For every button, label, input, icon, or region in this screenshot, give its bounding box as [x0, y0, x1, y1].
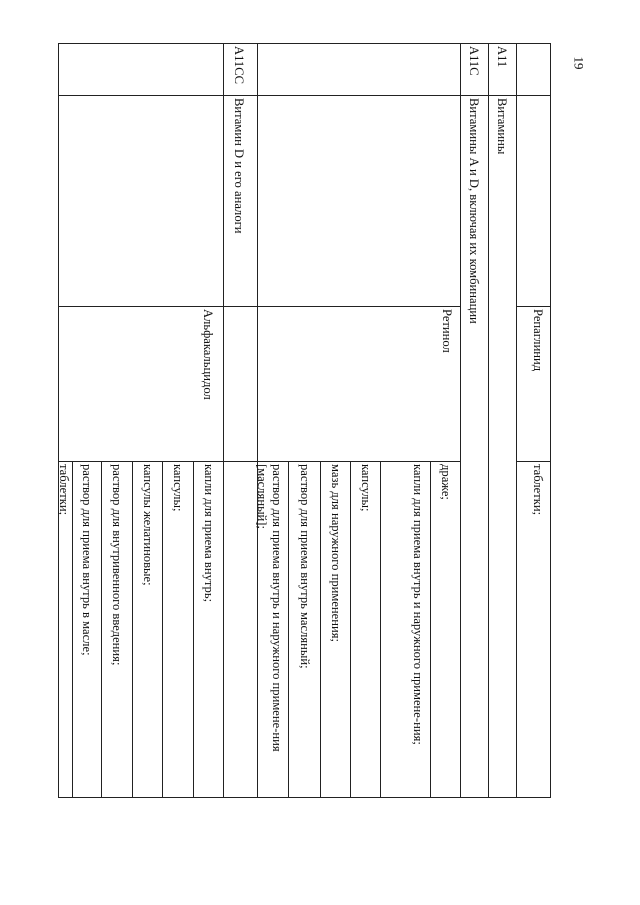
gridline: [460, 43, 461, 798]
form-cell: раствор для приема внутрь в масле;: [80, 464, 94, 656]
form-cell: капсулы;: [359, 464, 373, 512]
substance-cell: Альфакальцидол: [201, 309, 215, 400]
atc-code-cell: A11C: [467, 46, 481, 76]
gridline: [162, 461, 163, 798]
atc-code-cell: A11CC: [232, 46, 246, 85]
gridline: [320, 461, 321, 798]
form-cell: капли для приема внутрь и наружного примене-ния;: [411, 464, 425, 745]
form-cell: таблетки;: [57, 464, 71, 516]
gridline: [516, 43, 517, 798]
gridline: [430, 461, 431, 798]
form-cell: раствор для приема внутрь и наружного примене-ния [масляный];: [255, 464, 284, 752]
group-name-cell: Витамины A и D, включая их комбинации: [467, 98, 481, 324]
gridline: [350, 461, 351, 798]
form-cell: капсулы;: [171, 464, 185, 512]
gridline: [101, 461, 102, 798]
form-cell: раствор для внутривенного введения;: [110, 464, 124, 666]
substance-cell: Репаглинид: [531, 309, 545, 372]
group-name-cell: Витамины: [495, 98, 509, 155]
gridline: [288, 461, 289, 798]
gridline: [380, 461, 381, 798]
form-cell: таблетки;: [531, 464, 545, 516]
rotated-table-content: [58, 43, 551, 798]
gridline: [193, 461, 194, 798]
substance-cell: Ретинол: [440, 309, 454, 353]
page-number: 19: [571, 56, 586, 70]
gridline: [58, 306, 461, 307]
gridline: [488, 43, 489, 798]
form-cell: мазь для наружного применения;: [329, 464, 343, 643]
form-cell: капли для приема внутрь;: [202, 464, 216, 603]
group-name-cell: Витамин D и его аналоги: [232, 98, 246, 234]
form-cell: раствор для приема внутрь масляный;: [298, 464, 312, 669]
gridline: [132, 461, 133, 798]
form-cell: капсулы желатиновые;: [141, 464, 155, 586]
form-cell: драже;: [439, 464, 453, 500]
gridline: [223, 43, 224, 798]
atc-code-cell: A11: [495, 46, 509, 68]
